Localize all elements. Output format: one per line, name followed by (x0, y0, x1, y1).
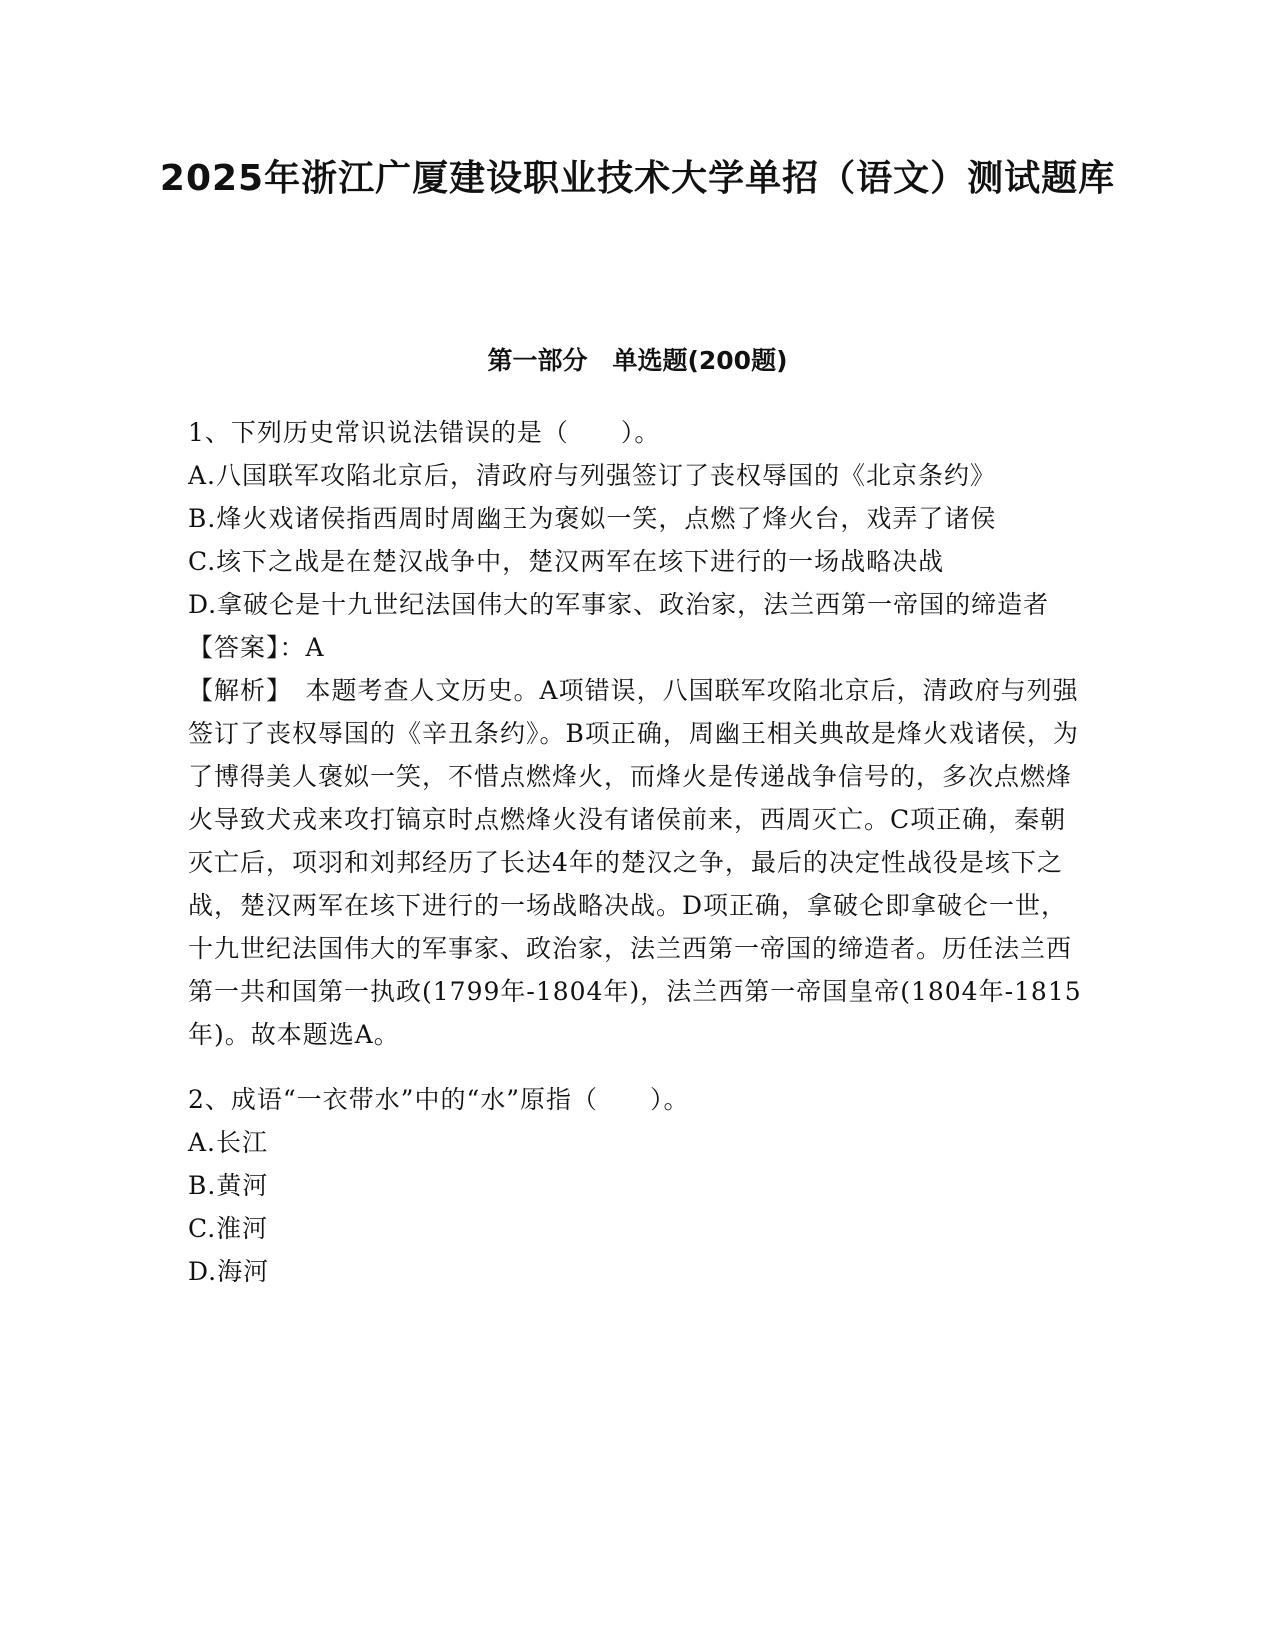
answer-line (188, 626, 1088, 669)
question-2 (188, 1078, 1088, 1293)
option-b: B.黄河 (188, 1171, 269, 1200)
answer-value: ：A (279, 633, 325, 662)
question-stem: 2、成语“一衣带水”中的“水”原指（ ）。 (188, 1085, 690, 1114)
analysis-paragraph (188, 669, 1088, 1056)
analysis-label: 【解析】 (188, 676, 280, 705)
answer-label: 【答案】 (188, 633, 280, 662)
option-c: C.淮河 (188, 1214, 269, 1243)
option-d: D.海河 (188, 1257, 270, 1286)
question-list (188, 411, 1088, 1315)
option-a: A.长江 (188, 1128, 269, 1157)
option-b: B.烽火戏诸侯指西周时周幽王为褒姒一笑，点燃了烽火台，戏弄了诸侯 (188, 504, 997, 533)
option-d: D.拿破仑是十九世纪法国伟大的军事家、政治家，法兰西第一帝国的缔造者 (188, 590, 1050, 619)
question-1 (188, 411, 1088, 1056)
option-c: C.垓下之战是在楚汉战争中，楚汉两军在垓下进行的一场战略决战 (188, 547, 945, 576)
section-heading: 第一部分 单选题(200题) (487, 346, 788, 375)
option-a: A.八国联军攻陷北京后，清政府与列强签订了丧权辱国的《北京条约》 (188, 461, 997, 490)
analysis-text: 本题考查人文历史。A项错误，八国联军攻陷北京后，清政府与列强签订了丧权辱国的《辛丑条约》。B项正确，周幽王相关典故是烽火戏诸侯，为了博得美人褒姒一笑，不惜点燃烽火，而烽火是传递战争信号的，多次点燃烽火导致犬戎来攻打镐京时点燃烽火没有诸侯前来，西周灭亡。C项正确，秦朝灭亡后，项羽和刘邦经历了长达4年的楚汉之争，最后的决定性战役是垓下之战，楚汉两军在垓下进行的一场战略决战。D项正确，拿破仑即拿破仑一世，十九世纪法国伟大的军事家、政治家，法兰西第一帝国的缔造者。历任法兰西第一共和国第一执政(1799年-1804年)，法兰西第一帝国皇帝(1804年-1815年)。故本题选A。 (188, 676, 1082, 1049)
document-title: 2025年浙江广厦建设职业技术大学单招（语文）测试题库 (159, 158, 1116, 199)
question-stem: 1、下列历史常识说法错误的是（ ）。 (188, 418, 661, 447)
